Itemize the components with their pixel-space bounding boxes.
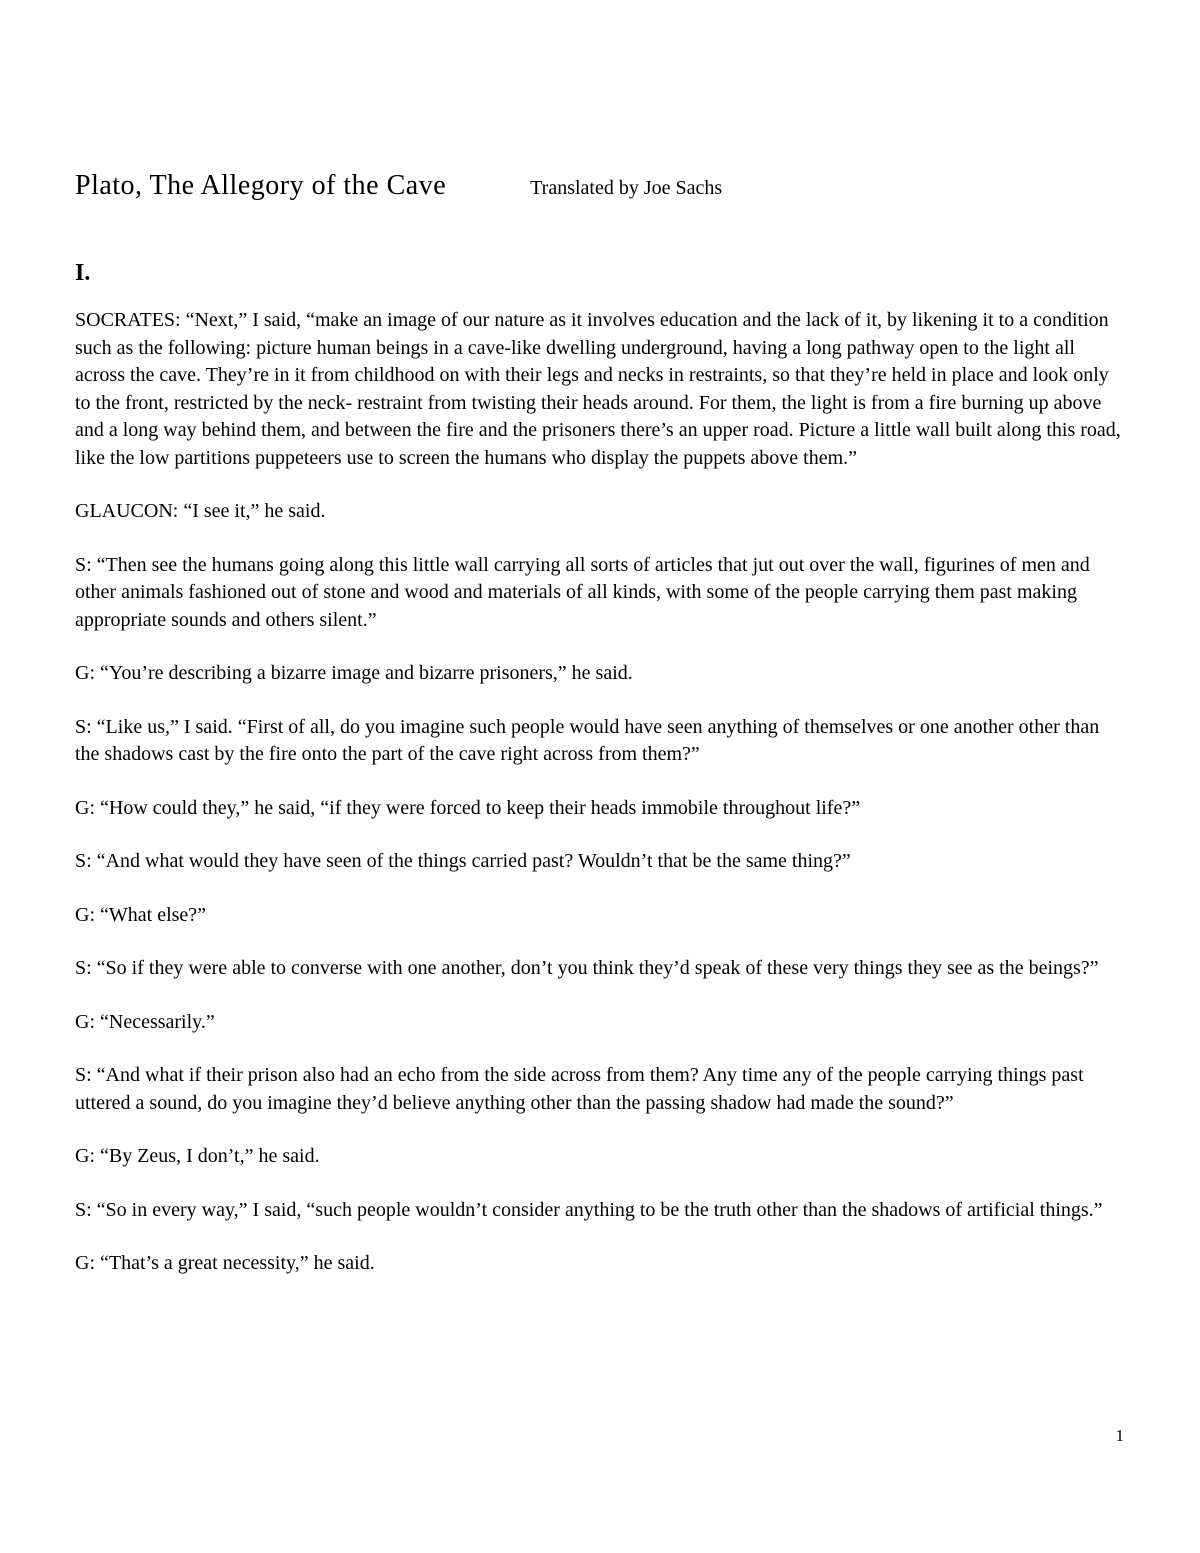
paragraph-glaucon-2: G: “You’re describing a bizarre image and bizarre prisoners,” he said. bbox=[75, 662, 633, 684]
paragraph-glaucon-5: G: “Necessarily.” bbox=[75, 1010, 215, 1033]
paragraph-glaucon-3: G: “How could they,” he said, “if they were forced to keep their heads immobile throughout life?” bbox=[75, 796, 861, 819]
page-number: 1 bbox=[1115, 1426, 1124, 1445]
document-body bbox=[75, 307, 1128, 1278]
paragraph-glaucon-7: G: “That’s a great necessity,” he said. bbox=[75, 1252, 375, 1274]
paragraph-glaucon-4: G: “What else?” bbox=[75, 903, 207, 926]
section-heading: I. bbox=[75, 260, 91, 286]
paragraph-socrates-7: S: “So in every way,” I said, “such people wouldn’t consider anything to be the truth other than the shadows of artificial things.” bbox=[75, 1198, 1103, 1221]
title-row bbox=[75, 170, 1128, 202]
document-subtitle: Translated by Joe Sachs bbox=[530, 177, 723, 199]
paragraph-socrates-5: S: “So if they were able to converse with one another, don’t you think they’d speak of these very things they see as the beings?” bbox=[75, 957, 1099, 979]
paragraph-socrates-2: S: “Then see the humans going along this little wall carrying all sorts of articles that jut out over the wall, figurines of men and other animals fashioned out of stone and wood and materials of all kinds, with some of the people carrying them past making appropriate sounds and others silent.” bbox=[75, 553, 1090, 631]
document-title: Plato, The Allegory of the Cave bbox=[75, 170, 447, 201]
paragraph-socrates-4: S: “And what would they have seen of the things carried past? Wouldn’t that be the same thing?” bbox=[75, 850, 851, 872]
paragraph-socrates-3: S: “Like us,” I said. “First of all, do you imagine such people would have seen anything of themselves or one another other than the shadows cast by the fire onto the part of the cave right across from them?” bbox=[75, 715, 1100, 765]
paragraph-glaucon-1: GLAUCON: “I see it,” he said. bbox=[75, 500, 326, 522]
paragraph-socrates-6: S: “And what if their prison also had an echo from the side across from them? Any time any of the people carrying things past uttered a sound, do you imagine they’d believe anything other than the passing shadow had made the sound?” bbox=[75, 1064, 1084, 1114]
paragraph-socrates-intro: SOCRATES: “Next,” I said, “make an image of our nature as it involves education and the lack of it, by likening it to a condition such as the following: picture human beings in a cave-like dwelling underground, having a long pathway open to the light all across the cave. They’re in it from childhood on with their legs and necks in restraints, so that they’re held in place and look only to the front, restricted by the neck- restraint from twisting their heads around. For them, the light is from a fire burning up above and a long way behind them, and between the fire and the prisoners there’s an upper road. Picture a little wall built along this road, like the low partitions puppeteers use to screen the humans who display the puppets above them.” bbox=[75, 309, 1121, 469]
paragraph-glaucon-6: G: “By Zeus, I don’t,” he said. bbox=[75, 1145, 320, 1167]
